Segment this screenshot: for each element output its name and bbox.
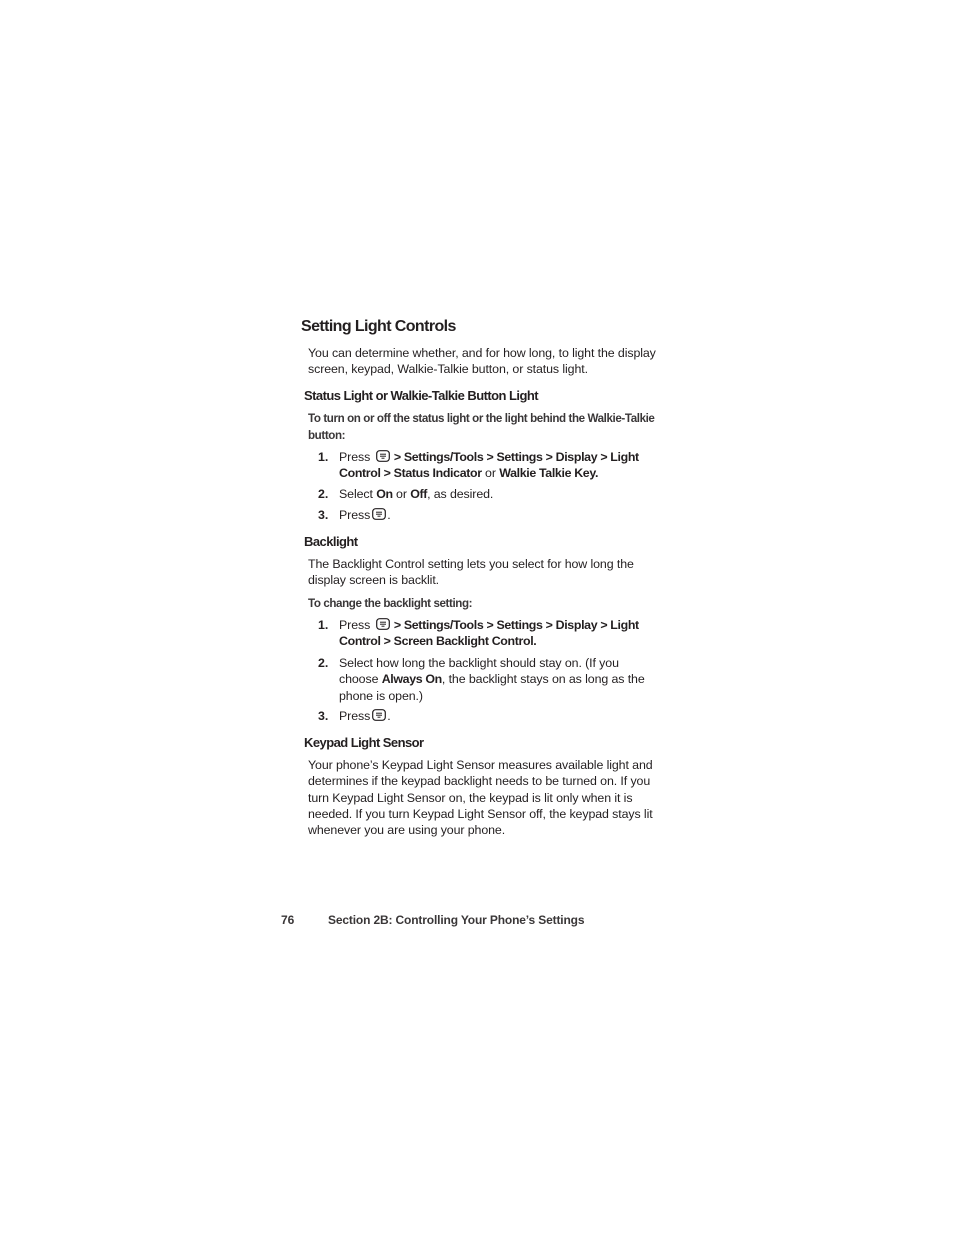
section-title: Setting Light Controls	[301, 318, 456, 335]
step-number: 1.	[318, 618, 329, 632]
period: .	[387, 508, 391, 522]
status-light-heading: Status Light or Walkie-Talkie Button Light	[304, 388, 539, 403]
step-text-a: Select how long the backlight should stay on. (If you choose	[339, 656, 619, 687]
menu-key-icon	[372, 709, 386, 721]
step-text	[339, 655, 659, 704]
step-text	[339, 617, 659, 650]
option-always-on: Always On	[381, 672, 442, 687]
page-number: 76	[281, 913, 295, 927]
keypad-sensor-heading: Keypad Light Sensor	[304, 735, 424, 750]
or-word: or	[485, 466, 496, 481]
step-number: 2.	[318, 656, 329, 670]
select-word: Select	[339, 487, 373, 501]
status-light-lead: To turn on or off the status light or the light behind the Walkie-Talkie button:	[308, 412, 655, 442]
option-off: Off	[410, 487, 428, 501]
option-on: On	[376, 487, 393, 501]
or-word: or	[396, 487, 407, 501]
period: .	[387, 709, 391, 723]
backlight-heading: Backlight	[304, 534, 358, 549]
press-word: Press	[339, 618, 371, 632]
step-number: 2.	[318, 487, 329, 501]
press-word: Press	[339, 508, 371, 522]
keypad-sensor-description: Your phone’s Keypad Light Sensor measures available light and determines if the keypad backlight needs to be turned on. If you turn Keypad Light Sensor on, the keypad is lit only when it is needed. If you turn Keypad Light Sensor off, the keypad stays lit whenever you are using your phone.	[308, 758, 653, 838]
menu-key-icon	[376, 450, 390, 462]
menu-key-icon	[372, 508, 386, 520]
step-text	[339, 507, 659, 523]
menu-path: > Settings/Tools > Settings > Display > Light Control > Screen Backlight Control.	[339, 618, 639, 649]
press-word: Press	[339, 450, 371, 464]
step-number: 3.	[318, 508, 329, 522]
step-rest: , as desired.	[427, 487, 494, 501]
menu-path: > Settings/Tools > Settings > Display > Light Control > Status Indicator	[339, 450, 639, 481]
step-number: 3.	[318, 709, 329, 723]
step-number: 1.	[318, 450, 329, 464]
step-text	[339, 486, 659, 502]
step-text-b: , the backlight stays on as long as the phone is open.)	[339, 672, 645, 703]
footer-section-label: Section 2B: Controlling Your Phone’s Settings	[328, 913, 585, 927]
menu-key-icon	[376, 618, 390, 630]
step-text	[339, 708, 659, 724]
intro-paragraph: You can determine whether, and for how long, to light the display screen, keypad, Walkie-Talkie button, or status light.	[308, 346, 656, 377]
press-word: Press	[339, 709, 371, 723]
backlight-lead: To change the backlight setting:	[308, 597, 473, 610]
menu-path-alt: Walkie Talkie Key.	[499, 466, 599, 481]
step-text	[339, 449, 659, 482]
backlight-description: The Backlight Control setting lets you select for how long the display screen is backlit.	[308, 557, 634, 588]
